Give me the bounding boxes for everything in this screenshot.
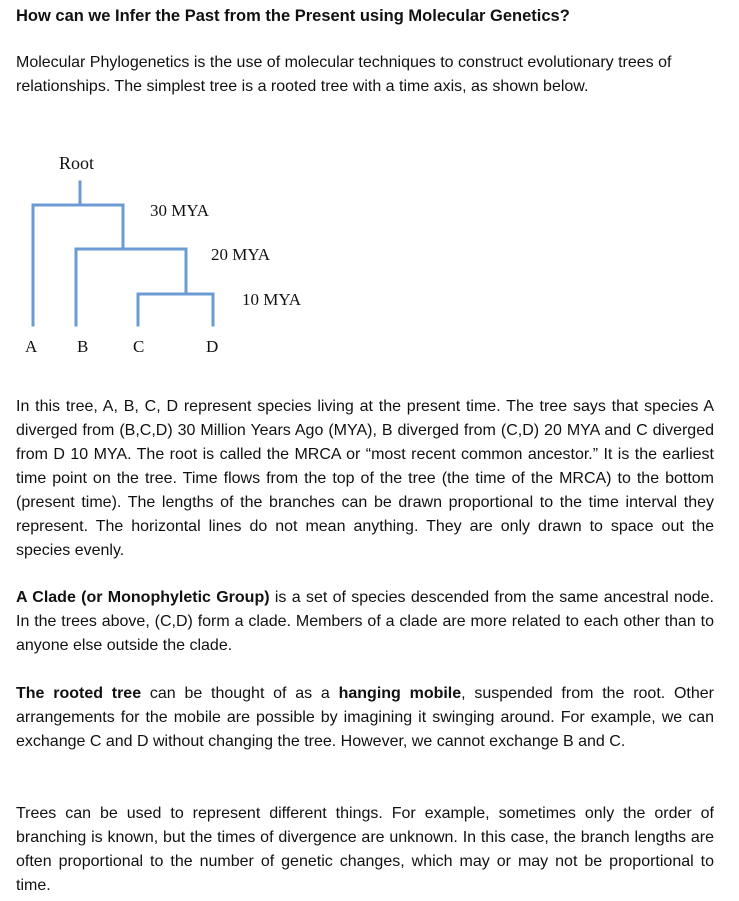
tree-explanation-paragraph: In this tree, A, B, C, D represent species living at the present time. The tree says that species A diverged from (B,C,D) 30 Million Years Ago (MYA), B diverged from (C,D) 20 MYA and C diverged from D 10 MYA. The root is called the MRCA or “most recent common ancestor.” It is the earliest time point on the tree. Time flows from the top of the tree (the time of the MRCA) to the bottom (present time). The lengths of the branches can be drawn proportional to the time interval they represent. The horizontal lines do not mean anything. They are only drawn to space out the species evenly.	[16, 398, 714, 559]
species-label-d: D	[206, 337, 219, 356]
clade-definition: is a set of species descended from the same ancestral node. In the trees above, (C,D) form a clade. Members of a clade are more related to each other than to anyone else outside the clade.	[16, 589, 714, 654]
mobile-text-rest: , suspended from the root. Other arrangements for the mobile are possible by imagining it swinging around. For example, we can exchange C and D without changing the tree. However, we cannot exchange B and C.	[16, 685, 715, 750]
clade-paragraph	[16, 586, 714, 658]
species-label-c: C	[133, 337, 145, 356]
time-label-10: 10 MYA	[242, 290, 302, 309]
rooted-tree-term: The rooted tree	[16, 685, 142, 702]
intro-paragraph: Molecular Phylogenetics is the use of molecular techniques to construct evolutionary trees of relationships. The simplest tree is a rooted tree with a time axis, as shown below.	[16, 54, 672, 95]
species-label-b: B	[77, 337, 89, 356]
clade-term: A Clade (or Monophyletic Group)	[16, 589, 270, 606]
time-label-20: 20 MYA	[211, 245, 271, 264]
mobile-paragraph	[16, 682, 714, 754]
phylogenetic-tree	[0, 140, 360, 370]
species-label-a: A	[25, 337, 38, 356]
root-label: Root	[59, 153, 95, 173]
hanging-mobile-term: hanging mobile	[338, 685, 462, 702]
time-label-30: 30 MYA	[150, 201, 210, 220]
page-title: How can we Infer the Past from the Present using Molecular Genetics?	[16, 7, 570, 25]
branch-length-paragraph: Trees can be used to represent different things. For example, sometimes only the order of branching is known, but the times of divergence are unknown. In this case, the branch lengths are often proportional to the number of genetic changes, which may or may not be proportional to time.	[16, 805, 714, 894]
mobile-text-mid: can be thought of as a	[141, 685, 339, 702]
